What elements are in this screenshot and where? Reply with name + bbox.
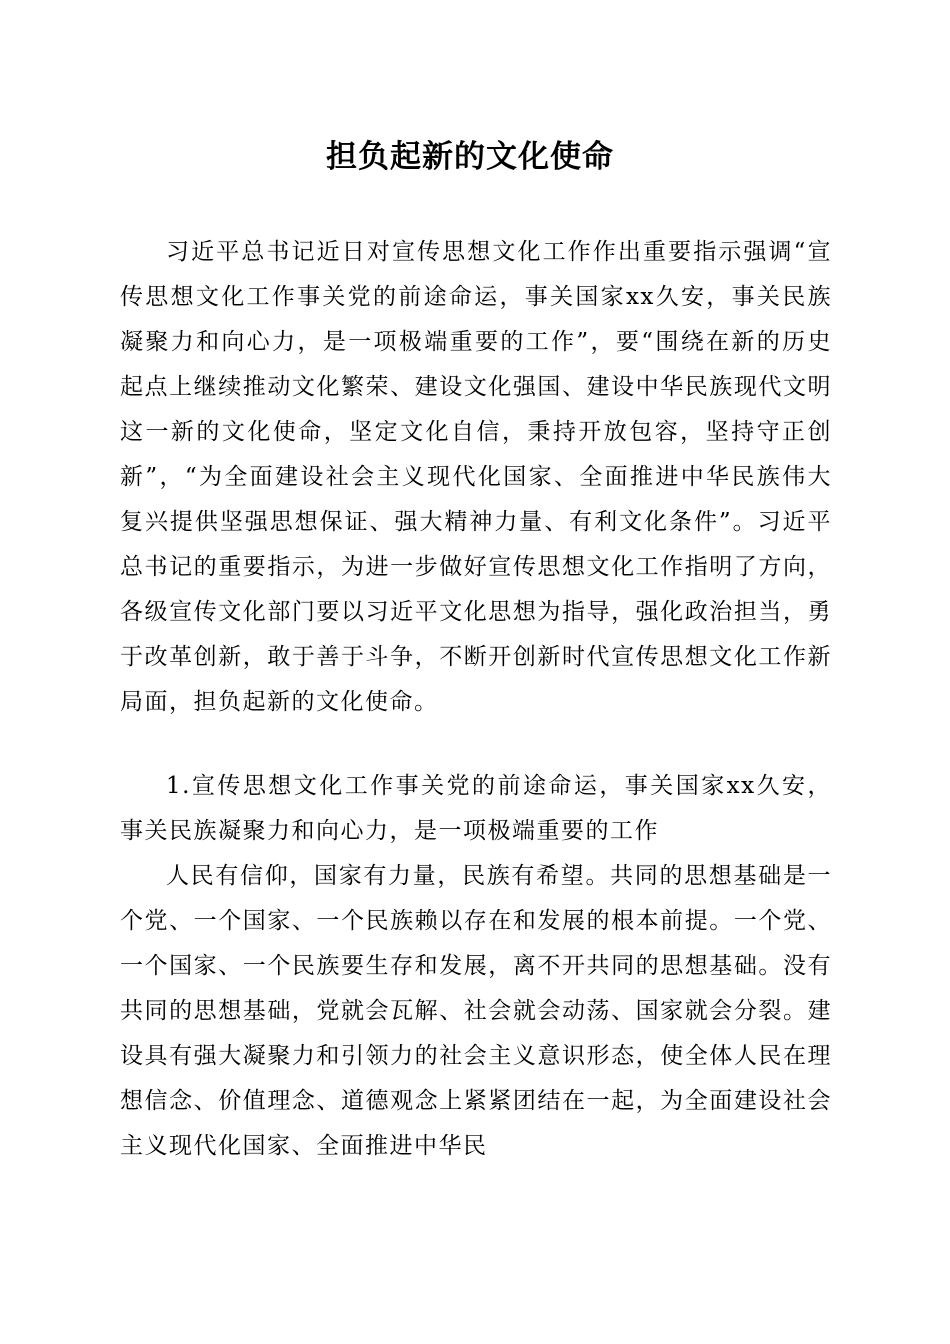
document-body	[120, 230, 832, 1169]
paragraph-intro: 习近平总书记近日对宣传思想文化工作作出重要指示强调“宣传思想文化工作事关党的前途命运，事关国家xx久安，事关民族凝聚力和向心力，是一项极端重要的工作”，要“围绕在新的历史起点上继续推动文化繁荣、建设文化强国、建设中华民族现代文明这一新的文化使命，坚定文化自信，秉持开放包容，坚持守正创新”，“为全面建设社会主义现代化国家、全面推进中华民族伟大复兴提供坚强思想保证、强大精神力量、有利文化条件”。习近平总书记的重要指示，为进一步做好宣传思想文化工作指明了方向，各级宣传文化部门要以习近平文化思想为指导，强化政治担当，勇于改革创新，敢于善于斗争，不断开创新时代宣传思想文化工作新局面，担负起新的文化使命。	[120, 239, 832, 715]
section-heading-1: 1.宣传思想文化工作事关党的前途命运，事关国家xx久安，事关民族凝聚力和向心力，是一项极端重要的工作	[120, 773, 832, 844]
paragraph-section-1: 人民有信仰，国家有力量，民族有希望。共同的思想基础是一个党、一个国家、一个民族赖以存在和发展的根本前提。一个党、一个国家、一个民族要生存和发展，离不开共同的思想基础。没有共同的思想基础，党就会瓦解、社会就会动荡、国家就会分裂。建设具有强大凝聚力和引领力的社会主义意识形态，使全体人民在理想信念、价值理念、道德观念上紧紧团结在一起，为全面建设社会主义现代化国家、全面推进中华民	[120, 863, 832, 1159]
document-title: 担负起新的文化使命	[326, 139, 614, 175]
